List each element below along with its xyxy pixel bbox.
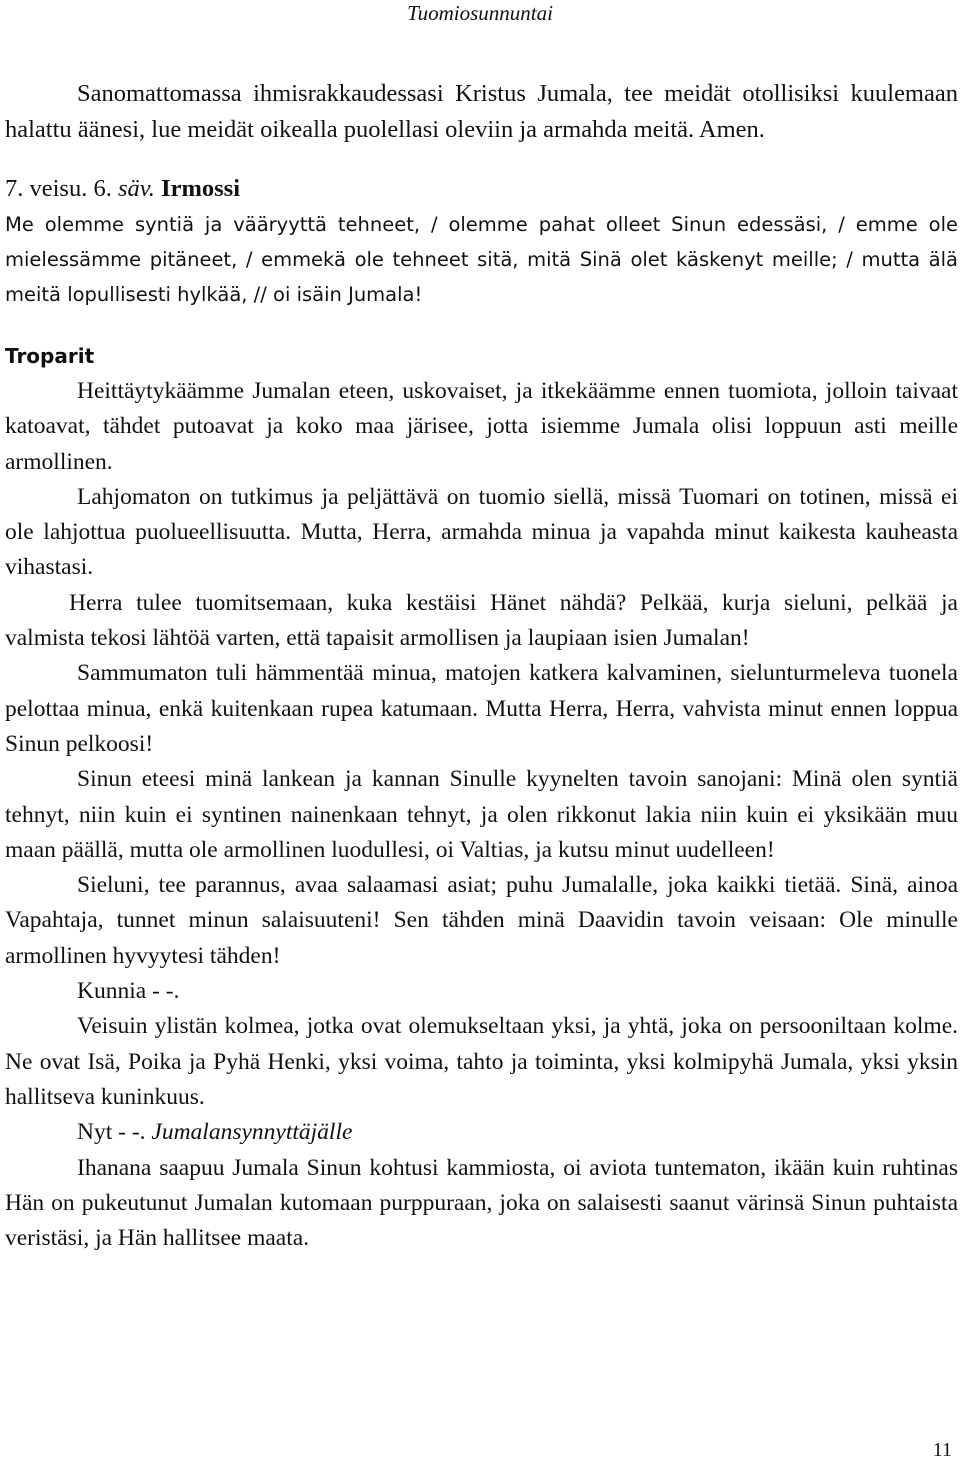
troparion-1: Heittäytykäämme Jumalan eteen, uskovaiset, ja itkekäämme ennen tuomiota, jolloin taivaat katoavat, tähdet putoavat ja koko maa järisee, jotta isiemme Jumala olisi loppuun asti meille armollinen.	[5, 378, 958, 475]
theotokion-label: Jumalansynnyttäjälle	[151, 1119, 353, 1146]
troparion-2: Lahjomaton on tutkimus ja peljättävä on tuomio siellä, missä Tuomari on totinen, missä ei ole lahjottua puolueellisuutta. Mutta, Herra, armahda minua ja vapahda minut kaikesta kauheasta vihastasi.	[5, 483, 958, 581]
spacer	[5, 312, 958, 339]
troparion-3: Herra tulee tuomitsemaan, kuka kestäisi Hänet nähdä? Pelkää, kurja sieluni, pelkää ja valmista tekosi lähtöä varten, että tapaisit armollisen ja laupiaan isien Jumalan!	[5, 589, 958, 652]
spacer	[5, 148, 958, 171]
theotokion-text: Ihanana saapuu Jumala Sinun kohtusi kammiosta, oi aviota tuntematon, ikään kuin ruhtinas Hän on pukeutunut Jumalan kutomaan purppuraan, joka on salaisesti saanut värinsä Sinun puhtaista veristäsi, ja Hän hallitsee maata.	[5, 1154, 958, 1252]
glory-line: Kunnia - -.	[77, 978, 180, 1005]
page-number: 11	[932, 1439, 952, 1461]
irmos-label	[5, 171, 958, 207]
now-line	[5, 1115, 958, 1150]
closing-prayer: Sanomattomassa ihmisrakkaudessasi Kristus Jumala, tee meidät otollisiksi kuulemaan halattu äänesi, lue meidät oikealla puolellasi oleviin ja armahda meitä. Amen.	[5, 80, 958, 143]
trinity-troparion: Veisuin ylistän kolmea, jotka ovat olemukseltaan yksi, ja yhtä, joka on persooniltaan kolme. Ne ovat Isä, Poika ja Pyhä Henki, yksi voima, tahto ja toiminta, yksi kolmipyhä Jumala, yksi yksin hallitseva kuninkuus.	[5, 1013, 958, 1110]
troparion-4: Sammumaton tuli hämmentää minua, matojen katkera kalvaminen, sielunturmeleva tuonela pelottaa minua, enkä kuitenkaan rupea katumaan. Mutta Herra, Herra, vahvista minut ennen loppua Sinun pelkoosi!	[5, 660, 958, 757]
running-header: Tuomiosunnuntai	[407, 1, 553, 25]
troparia-heading: Troparit	[5, 344, 95, 368]
irmos-text: Me olemme syntiä ja vääryyttä tehneet, / olemme pahat olleet Sinun edessäsi, / emme ole mielessämme pitäneet, / emmekä ole tehneet sitä, mitä Sinä olet käskenyt meille; / mutta älä meitä lopullisesti hylkää, // oi isäin Jumala!	[5, 213, 958, 306]
irmos-heading: Irmossi	[154, 175, 241, 202]
page-content	[5, 76, 958, 1256]
troparion-5: Sinun eteesi minä lankean ja kannan Sinulle kyynelten tavoin sanojani: Minä olen syntiä tehnyt, niin kuin ei syntinen nainenkaan tehnyt, ja olen rikkonut lakia niin kuin ei yksikään muu maan päällä, mutta ole armollinen luodullesi, oi Valtias, ja kutsu minut uudelleen!	[5, 766, 958, 863]
troparion-6: Sieluni, tee parannus, avaa salaamasi asiat; puhu Jumalalle, joka kaikki tietää. Sinä, ainoa Vapahtaja, tunnet minun salaisuuteni! Sen tähden minä Daavidin tavoin veisaan: Ole minulle armollinen hyvyytesi tähden!	[5, 872, 958, 969]
irmos-tone-abbrev: säv.	[117, 175, 155, 202]
now-label: Nyt - -.	[77, 1119, 152, 1146]
irmos-ode-tone: 7. veisu. 6.	[5, 175, 118, 202]
